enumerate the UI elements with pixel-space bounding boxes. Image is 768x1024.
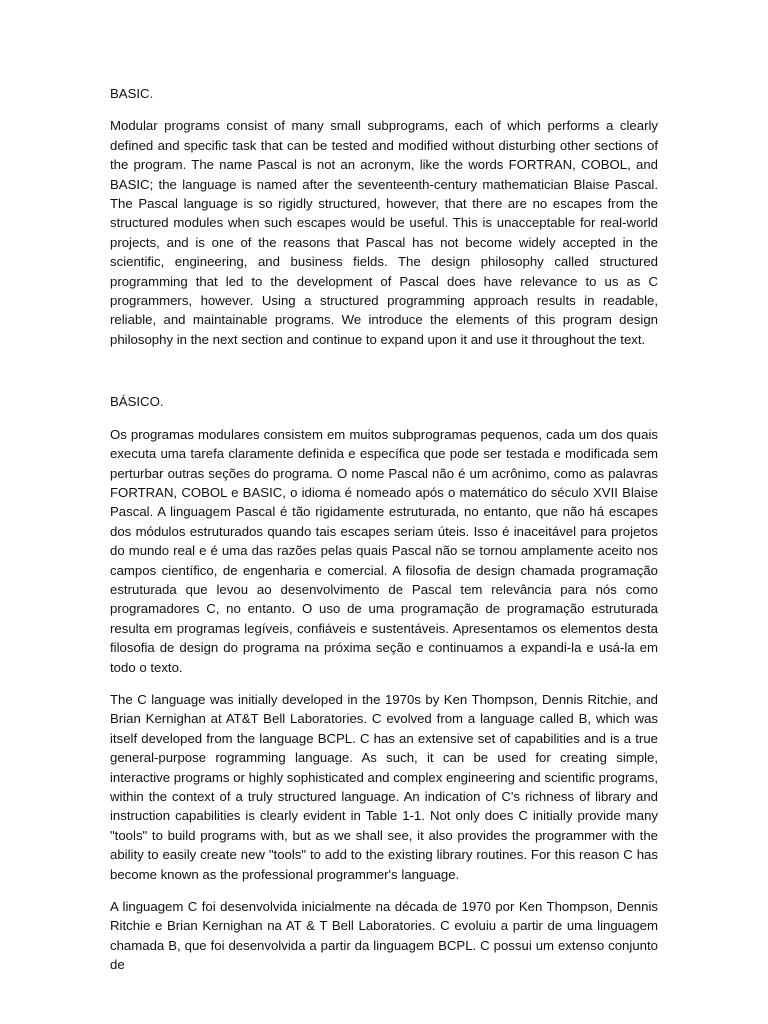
paragraph-portuguese-pascal: Os programas modulares consistem em muitos subprogramas pequenos, cada um dos quais executa uma tarefa claramente definida e específica que pode ser testada e modificada sem perturbar outras seções do programa. O nome Pascal não é um acrônimo, como as palavras FORTRAN, COBOL e BASIC, o idioma é nomeado após o matemático do século XVII Blaise Pascal. A linguagem Pascal é tão rigidamente estruturada, no entanto, que não há escapes dos módulos estruturados quando tais escapes seriam úteis. Isso é inaceitável para projetos do mundo real e é uma das razões pelas quais Pascal não se tornou amplamente aceito nos campos científico, de engenharia e comercial. A filosofia de design chamada programação estruturada que levou ao desenvolvimento de Pascal tem relevância para nós como programadores C, no entanto. O uso de uma programação de programação estruturada resulta em programas legíveis, confiáveis e sustentáveis. Apresentamos os elementos desta filosofia de design do programa na próxima seção e continuamos a expandi-la e usá-la em todo o texto. <box>110 426 658 675</box>
heading-portuguese: BÁSICO. <box>110 394 164 410</box>
heading-english: BASIC. <box>110 86 154 101</box>
paragraph-english-c-language: The C language was initially developed in the 1970s by Ken Thompson, Dennis Ritchie, and Brian Kernighan at AT&T Bell Laboratories. C evolved from a language called B, which was itself developed from the language BCPL. C has an extensive set of capabilities and is a true general-purpose rogramming language. As such, it can be used for creating simple, interactive programs or highly sophisticated and complex engineering and scientific programs, within the context of a truly structured language. An indication of C's richness of library and instruction capabilities is clearly evident in Table 1-1. Not only does C initially provide many "tools" to build programs with, but as we shall see, it also provides the programmer with the ability to easily create new "tools" to add to the existing library routines. For this reason C has become known as the professional programmer's language. <box>110 691 658 882</box>
document-body <box>110 84 658 988</box>
paragraph-portuguese-c-language: A linguagem C foi desenvolvida inicialmente na década de 1970 por Ken Thompson, Dennis Ritchie e Brian Kernighan na AT & T Bell Laboratories. C evoluiu a partir de uma linguagem chamada B, que foi desenvolvida a partir da linguagem BCPL. C possui um extenso conjunto de <box>110 899 658 973</box>
paragraph-english-pascal: Modular programs consist of many small subprograms, each of which performs a clearly defined and specific task that can be tested and modified without disturbing other sections of the program. The name Pascal is not an acronym, like the words FORTRAN, COBOL, and BASIC; the language is named after the seventeenth-century mathematician Blaise Pascal. The Pascal language is so rigidly structured, however, that there are no escapes from the structured modules when such escapes would be useful. This is unacceptable for real-world projects, and is one of the reasons that Pascal has not become widely accepted in the scientific, engineering, and business fields. The design philosophy called structured programming that led to the development of Pascal does have relevance to us as C programmers, however. Using a structured programming approach results in readable, reliable, and maintainable programs. We introduce the elements of this program design philosophy in the next section and continue to expand upon it and use it throughout the text. <box>110 118 658 347</box>
section-spacer <box>110 362 658 392</box>
